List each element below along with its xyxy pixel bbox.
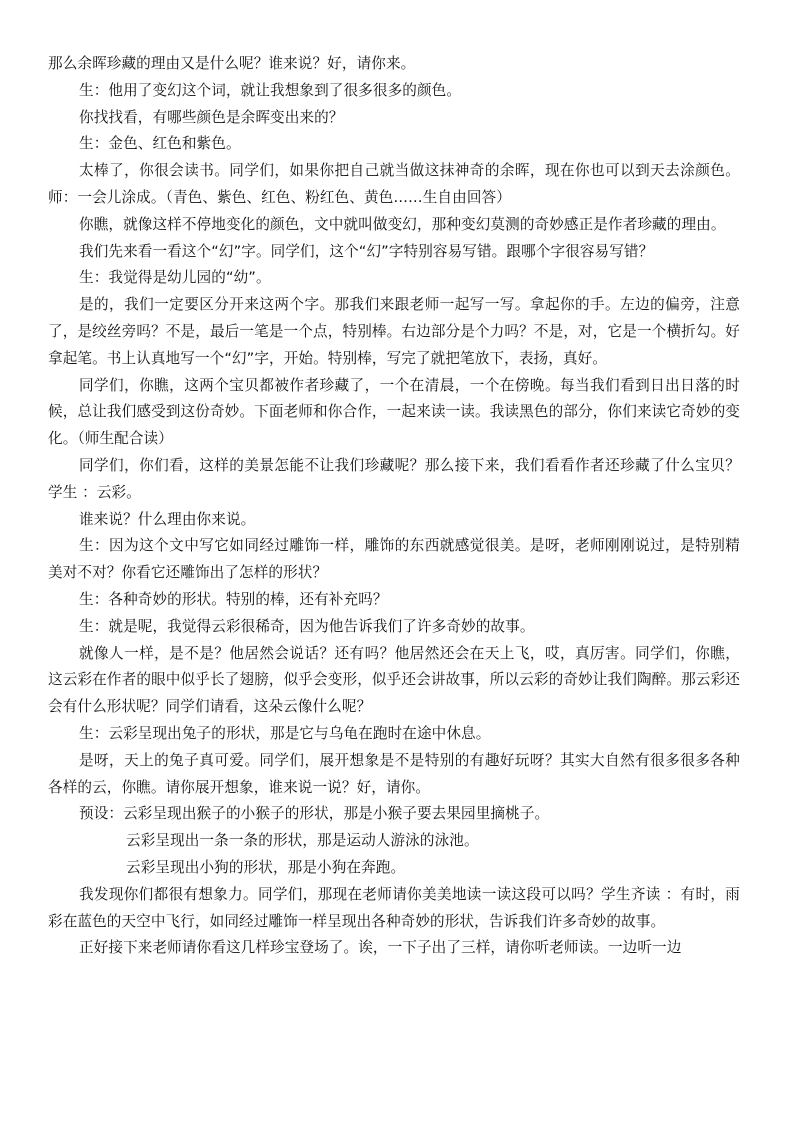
paragraph-22: 我发现你们都很有想象力。同学们，那现在老师请你美美地读一读这段可以吗？学生齐读 ：有时，雨彩在蓝色的天空中飞行，如同经过雕饰一样呈现出各种奇妙的形状，告诉我们许多奇妙的故事。 <box>48 885 740 930</box>
paragraph-14: 生：各种奇妙的形状。特别的棒，还有补充吗？ <box>79 590 388 608</box>
paragraph-11: 同学们，你们看，这样的美景怎能不让我们珍藏呢？那么接下来，我们看看作者还珍藏了什么宝贝？学生 ：云彩。 <box>48 456 740 501</box>
paragraph-8: 生：我觉得是幼儿园的“幼”。 <box>79 269 271 287</box>
document-body <box>48 51 740 962</box>
paragraph-6: 你瞧，就像这样不停地变化的颜色，文中就叫做变幻，那种变幻莫测的奇妙感正是作者珍藏的理由。 <box>79 215 726 233</box>
paragraph-9: 是的，我们一定要区分开来这两个字。那我们来跟老师一起写一写。拿起你的手。左边的偏旁，注意了，是绞丝旁吗？不是，最后一笔是一个点，特别棒。右边部分是个力吗？不是，对，它是一个横折勾。好拿起笔。书上认真地写一个“幻”字，开始。特别棒，写完了就把笔放下，表扬，真好。 <box>48 296 740 367</box>
paragraph-3: 你找找看，有哪些颜色是余晖变出来的？ <box>79 108 344 126</box>
paragraph-20: 云彩呈现出一条一条的形状，那是运动人游泳的泳池。 <box>126 832 479 850</box>
paragraph-7: 我们先来看一看这个“幻”字。同学们，这个“幻”字特别容易写错。跟哪个字很容易写错？ <box>79 242 654 260</box>
paragraph-5: 太棒了，你很会读书。同学们，如果你把自己就当做这抹神奇的余晖，现在你也可以到天去涂颜色。师：一会儿涂成。（青色、紫色、红色、粉红色、黄色……生自由回答） <box>48 162 740 206</box>
paragraph-12: 谁来说？什么理由你来说。 <box>79 510 256 528</box>
paragraph-10: 同学们，你瞧，这两个宝贝都被作者珍藏了，一个在清晨，一个在傍晚。每当我们看到日出日落的时候，总让我们感受到这份奇妙。下面老师和你合作，一起来读一读。我读黑色的部分，你们来读它奇妙的变化。（师生配合读） <box>48 376 740 448</box>
paragraph-18: 是呀，天上的兔子真可爱。同学们，展开想象是不是特别的有趣好玩呀？其实大自然有很多很多各种各样的云，你瞧。请你展开想象，谁来说一说？好，请你。 <box>48 751 740 796</box>
paragraph-17: 生：云彩呈现出兔子的形状，那是它与乌龟在跑时在途中休息。 <box>79 724 491 742</box>
paragraph-1: 那么余晖珍藏的理由又是什么呢？谁来说？好，请你来。 <box>48 55 416 72</box>
paragraph-19: 预设：云彩呈现出猴子的小猴子的形状，那是小猴子要去果园里摘桃子。 <box>79 805 550 823</box>
paragraph-21: 云彩呈现出小狗的形状，那是小狗在奔跑。 <box>126 858 406 876</box>
paragraph-2: 生：他用了变幻这个词，就让我想象到了很多很多的颜色。 <box>79 81 462 99</box>
paragraph-15: 生：就是呢，我觉得云彩很稀奇，因为他告诉我们了许多奇妙的故事。 <box>79 617 535 635</box>
paragraph-4: 生：金色、红色和紫色。 <box>79 135 241 153</box>
paragraph-23: 正好接下来老师请你看这几样珍宝登场了。诶，一下子出了三样，请你听老师读。一边听一边 <box>79 939 682 957</box>
paragraph-13: 生：因为这个文中写它如同经过雕饰一样，雕饰的东西就感觉很美。是呀，老师刚刚说过，是特别精美对不对？你看它还雕饰出了怎样的形状？ <box>48 537 740 582</box>
paragraph-16: 就像人一样，是不是？他居然会说话？还有吗？他居然还会在天上飞，哎，真厉害。同学们，你瞧，这云彩在作者的眼中似乎长了翅膀，似乎会变形，似乎还会讲故事，所以云彩的奇妙让我们陶醉。那云彩还会有什么形状呢？同学们请看，这朵云像什么呢？ <box>48 644 740 716</box>
